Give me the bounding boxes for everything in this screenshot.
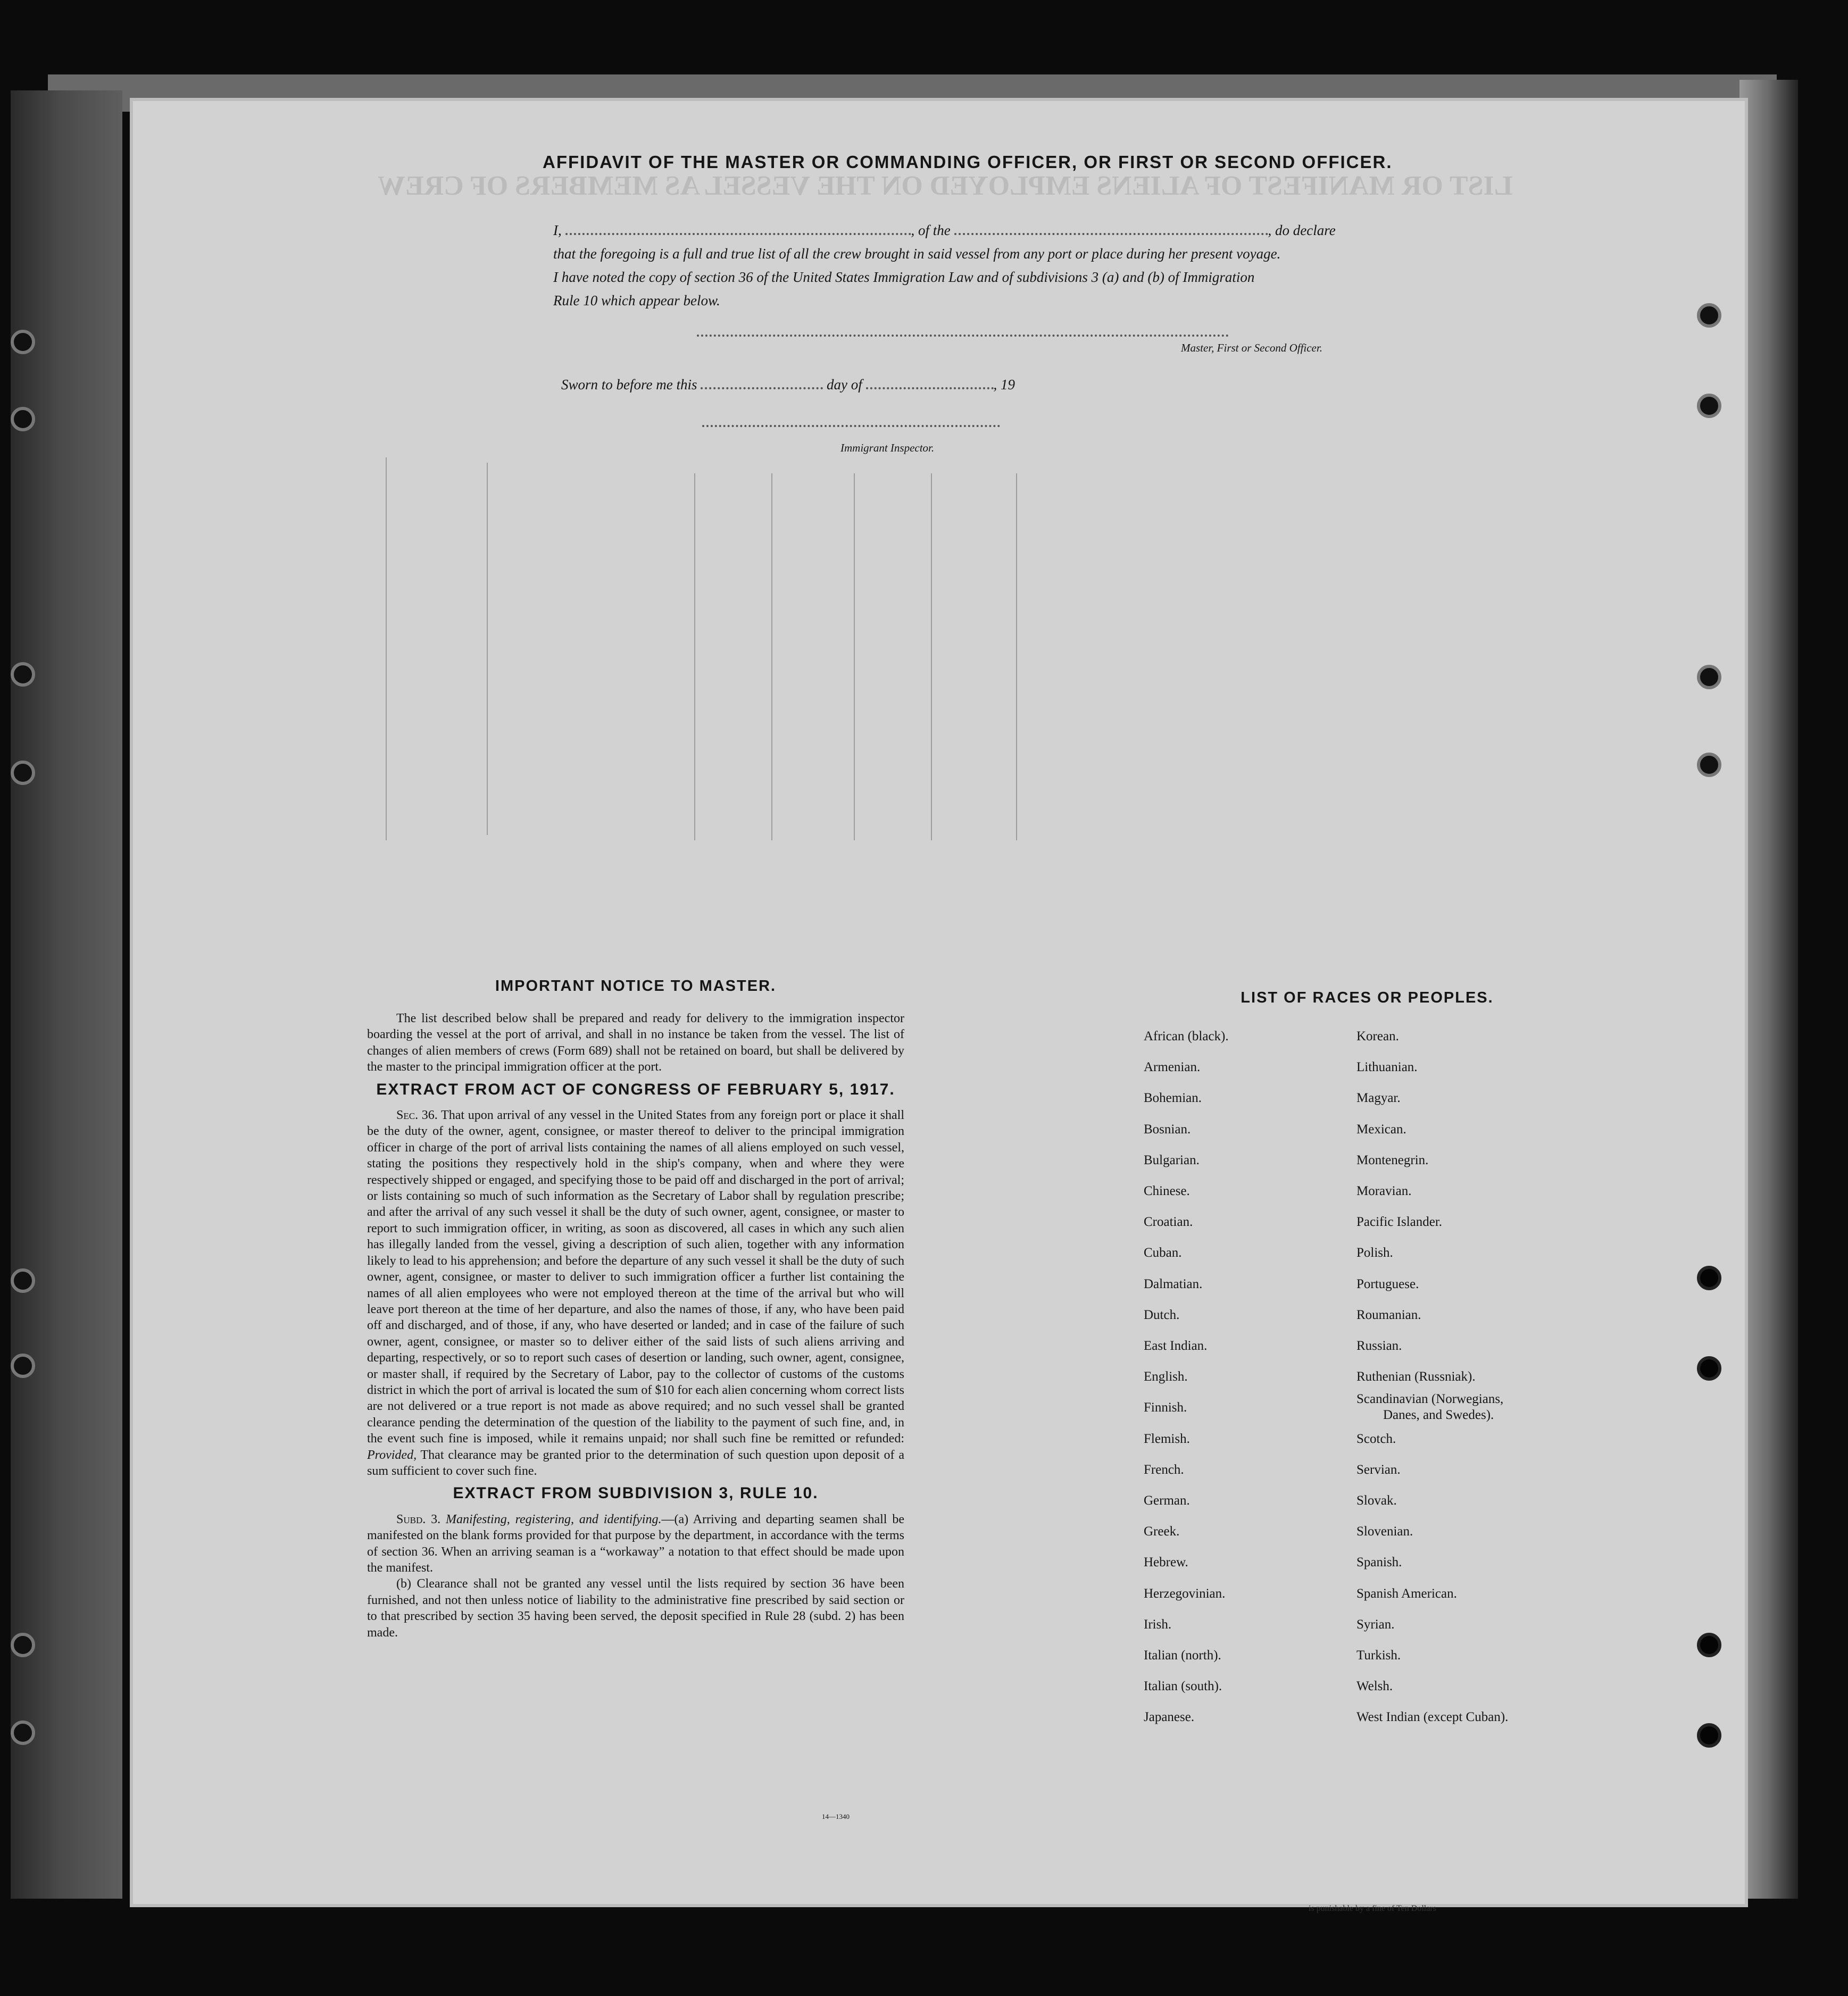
inspector-signature-field[interactable]: [702, 420, 1000, 430]
column-rule: [694, 473, 695, 840]
race-item: Greek.: [1144, 1524, 1180, 1539]
affidavit-line-2: that the foregoing is a full and true list of all the crew brought in said vessel from any port or place during her present voyage.: [553, 246, 1281, 262]
subd-3-paragraph-a: [367, 1511, 904, 1576]
race-item: Slovenian.: [1356, 1524, 1413, 1539]
binder-hole: [11, 662, 35, 687]
column-rule: [386, 457, 387, 840]
race-item: Portuguese.: [1356, 1276, 1419, 1291]
binder-hole: [11, 1721, 35, 1745]
race-item: Ruthenian (Russniak).: [1356, 1369, 1476, 1384]
column-rule: [771, 473, 772, 840]
legal-text-column: [367, 1010, 904, 1641]
race-item: Mexican.: [1356, 1122, 1406, 1137]
footer-note: is punishable by a fine of Ten Dollars: [1309, 1904, 1436, 1913]
form-number: 14—1340: [822, 1813, 850, 1820]
race-item: Magyar.: [1356, 1091, 1401, 1106]
manifest-page: [133, 101, 1745, 1913]
affidavit-i-label: I,: [553, 222, 562, 238]
binder-hole: [1697, 753, 1721, 777]
binder-hole: [1697, 303, 1721, 328]
binder-hole: [11, 1268, 35, 1293]
race-item: Pacific Islander.: [1356, 1215, 1443, 1230]
sworn-year-label: , 19: [993, 377, 1015, 392]
act-section-36-paragraph: [367, 1107, 904, 1479]
binder-hole: [11, 1633, 35, 1657]
race-item: Spanish American.: [1356, 1586, 1457, 1601]
race-item: Italian (north).: [1144, 1648, 1221, 1663]
race-item: Flemish.: [1144, 1431, 1190, 1446]
race-item: Japanese.: [1144, 1710, 1195, 1725]
binder-hole: [1697, 665, 1721, 689]
race-item: African (black).: [1144, 1029, 1229, 1043]
binder-hole: [1697, 1266, 1721, 1290]
column-rule: [487, 463, 488, 835]
race-item: Dutch.: [1144, 1307, 1180, 1322]
race-item: Lithuanian.: [1356, 1060, 1418, 1075]
race-item: Welsh.: [1356, 1679, 1393, 1694]
binder-hole: [1697, 394, 1721, 418]
binder-left-edge: [11, 90, 122, 1899]
binder-hole: [11, 761, 35, 785]
affidavit-line-3: I have noted the copy of section 36 of the United States Immigration Law and of subdivisions 3 (a) and (b) of Immigration: [553, 269, 1255, 285]
race-item: Dalmatian.: [1144, 1276, 1203, 1291]
notice-paragraph: The list described below shall be prepared and ready for delivery to the immigration inspector boarding the vessel at the port of arrival, and shall in no instance be taken from the vessel. The list of changes of alien members of crews (Form 689) shall not be retained on board, but shall be delivered by the master to the principal immigration officer at the port.: [367, 1012, 904, 1074]
race-item: East Indian.: [1144, 1339, 1208, 1353]
race-item: West Indian (except Cuban).: [1356, 1710, 1509, 1725]
page-right-edge: [1739, 80, 1798, 1899]
binder-hole: [1697, 1356, 1721, 1381]
column-rule: [854, 473, 855, 840]
affidavit-do-declare-label: , do declare: [1268, 222, 1336, 238]
affidavit-declaration-line: [553, 222, 1336, 239]
affidavit-line-4: Rule 10 which appear below.: [553, 293, 720, 308]
signature-caption: Master, First or Second Officer.: [1181, 341, 1322, 354]
race-item: Scotch.: [1356, 1431, 1396, 1446]
binder-hole: [11, 330, 35, 354]
subd-label: Subd. 3.: [396, 1512, 441, 1526]
race-item: Bulgarian.: [1144, 1152, 1200, 1167]
race-item: Herzegovinian.: [1144, 1586, 1226, 1601]
subd-heading: Manifesting, registering, and identifying.: [446, 1512, 662, 1526]
race-item: French.: [1144, 1462, 1184, 1477]
binder-hole: [1697, 1633, 1721, 1657]
sworn-day-of-label: day of: [827, 377, 862, 392]
act-extract-title: EXTRACT FROM ACT OF CONGRESS OF FEBRUARY 5, 1917.: [376, 1080, 895, 1098]
race-item: Korean.: [1356, 1029, 1399, 1043]
race-item: Cuban.: [1144, 1246, 1182, 1260]
race-item: Servian.: [1356, 1462, 1401, 1477]
affidavit-title: AFFIDAVIT OF THE MASTER OR COMMANDING OFFICER, OR FIRST OR SECOND OFFICER.: [543, 152, 1393, 172]
race-item: German.: [1144, 1493, 1190, 1508]
binder-hole: [11, 1354, 35, 1378]
race-item: Polish.: [1356, 1246, 1393, 1260]
race-item: Montenegrin.: [1356, 1152, 1429, 1167]
race-item: Scandinavian (Norwegians,: [1356, 1392, 1504, 1407]
race-item: Turkish.: [1356, 1648, 1401, 1663]
race-item: Armenian.: [1144, 1060, 1201, 1075]
vessel-name-field[interactable]: [954, 233, 1268, 235]
race-item: Moravian.: [1356, 1184, 1412, 1198]
race-item: Croatian.: [1144, 1215, 1193, 1230]
subd-para-a-text: —(a) Arriving and departing seamen shall be manifested on the blank forms provided for that purpose by the department, in accordance with the terms of section 36. When an arriving seaman is a “workaway” a notation to that effect should be made upon the manifest.: [367, 1512, 904, 1575]
binder-hole: [1697, 1723, 1721, 1748]
inspector-caption: Immigrant Inspector.: [840, 441, 935, 454]
sworn-day-field[interactable]: [701, 387, 823, 389]
binder-hole: [11, 407, 35, 431]
race-item: Hebrew.: [1144, 1555, 1188, 1570]
sec-36-text-end: That clearance may be granted prior to the determination of such question upon deposit of a sum sufficient to cover such fine.: [367, 1448, 904, 1478]
sworn-month-field[interactable]: [866, 387, 994, 389]
affidavit-of-the-label: , of the: [911, 222, 951, 238]
race-item: Slovak.: [1356, 1493, 1397, 1508]
race-item: Bosnian.: [1144, 1122, 1191, 1137]
races-title: LIST OF RACES OR PEOPLES.: [1241, 989, 1494, 1006]
race-item: Chinese.: [1144, 1184, 1190, 1198]
column-rule: [931, 473, 932, 840]
column-rule: [1016, 473, 1017, 840]
master-signature-field[interactable]: [697, 330, 1229, 339]
race-item: Bohemian.: [1144, 1091, 1202, 1106]
bleed-through-text: LIST OR MANIFEST OF ALIENS EMPLOYED ON THE VESSEL AS MEMBERS OF CREW: [378, 171, 1513, 201]
race-item: Russian.: [1356, 1339, 1402, 1353]
sec-36-text: That upon arrival of any vessel in the United States from any foreign port or place it shall be the duty of the owner, agent, consignee, or master thereof to deliver to the principal immigration officer in charge of the port of arrival lists containing the names of all aliens employed on such vessel, stating the positions they respectively hold in the ship's company, when and where they were respectively shipped or engaged, and specifying those to be paid off and discharged in the port of arrival; or lists containing so much of such information as the Secretary of Labor shall by regulation prescribe; and after the arrival of any such vessel it shall be the duty of such owner, agent, consignee, or master to report to such immigration officer, in writing, as soon as discovered, all cases in which any such alien has illegally landed from the vessel, giving a description of such alien, together with any information likely to lead to his apprehension; and before the departure of any such vessel it shall be the duty of such owner, agent, consignee, or master to deliver to such immigration officer a further list containing the names of all alien employees who were not employed thereon at the time of the arrival but who will leave port thereon at the time of her departure, and also the names of those, if any, who have been paid off and discharged, and of those, if any, who have deserted or landed; and in case of the failure of such owner, agent, consignee, or master so to deliver either of the said lists of such aliens arriving and departing, respectively, or so to report such cases of desertion or landing, such owner, agent, consignee, or master shall, if required by the Secretary of Labor, pay to the collector of customs of the customs district in which the port of arrival is located the sum of $10 for each alien concerning whom correct lists are not delivered or a true report is not made as above required; and no such vessel shall be granted clearance pending the determination of the question of the liability to the payment of such fine, and, in the event such fine is imposed, while it remains unpaid; nor shall such fine be remitted or refunded:: [367, 1108, 904, 1446]
sec-label: Sec. 36.: [396, 1108, 438, 1123]
race-item-continuation: Danes, and Swedes).: [1383, 1408, 1494, 1423]
sworn-line: [561, 377, 1015, 393]
race-item: Syrian.: [1356, 1617, 1395, 1632]
officer-name-field[interactable]: [565, 233, 911, 235]
sworn-prefix: Sworn to before me this: [561, 377, 697, 392]
race-item: Irish.: [1144, 1617, 1172, 1632]
notice-title: IMPORTANT NOTICE TO MASTER.: [495, 978, 777, 995]
subd-3-paragraph-b: (b) Clearance shall not be granted any vessel until the lists required by section 36 have been furnished, and not then unless notice of liability to the administrative fine prescribed by said section or to that prescribed by section 35 having been served, the deposit specified in Rule 28 (subd. 2) has been made.: [367, 1577, 904, 1640]
race-item: Spanish.: [1356, 1555, 1402, 1570]
race-item: Finnish.: [1144, 1400, 1187, 1415]
race-item: Italian (south).: [1144, 1679, 1222, 1694]
provided-word: Provided,: [367, 1448, 417, 1462]
rule-extract-title: EXTRACT FROM SUBDIVISION 3, RULE 10.: [453, 1484, 819, 1502]
race-item: English.: [1144, 1369, 1188, 1384]
race-item: Roumanian.: [1356, 1307, 1421, 1322]
